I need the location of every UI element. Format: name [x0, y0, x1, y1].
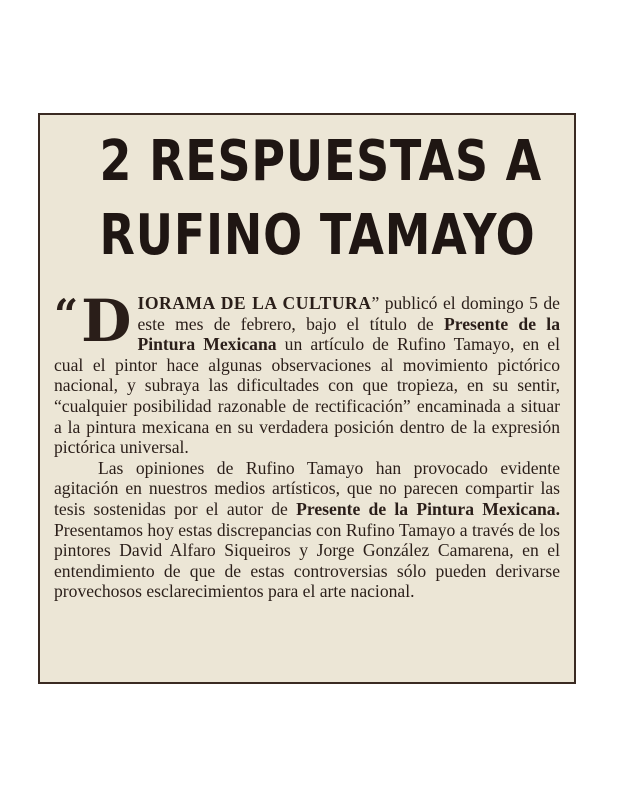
- paragraph-1: [54, 287, 560, 458]
- paragraph-2: [54, 458, 560, 602]
- paragraph-2-text-a: Las opiniones de Rufino Tamayo han provocado evidente agitación en nuestros medios artísticos, que no parecen compartir las tesis sostenidas por el autor de: [54, 457, 560, 519]
- paragraph-2-text-b: Presentamos hoy estas discrepancias con Rufino Tamayo a través de los pintores David Alfaro Siqueiros y Jorge González Camarena, en el entendimiento de que de estas controversias sólo pueden derivarse provechosos esclarecimientos para el arte nacional.: [54, 519, 560, 602]
- article-title-reference: Presente de la Pintura Mexicana: [137, 313, 560, 355]
- paragraph-1-text-a: ” publicó el domingo 5 de este mes de febrero, bajo el título de: [137, 293, 560, 334]
- headline-line-2: RUFINO TAMAYO: [99, 203, 536, 268]
- opening-quote: “: [54, 290, 79, 339]
- drop-cap: D: [81, 287, 132, 355]
- headline-line-1: 2 RESPUESTAS A: [99, 129, 543, 194]
- drop-cap-block: [54, 287, 132, 355]
- newspaper-clipping: [38, 113, 576, 684]
- article-body: [54, 287, 560, 602]
- section-name: IORAMA DE LA CULTURA: [137, 293, 372, 313]
- article-title-reference-2: Presente de la Pintura Mexicana.: [296, 498, 560, 519]
- paragraph-1-text-b: un artículo de Rufino Tamayo, en el cual el pintor hace algunas observaciones al movimiento pictórico nacional, y subraya las dificultades con que tropieza, en su sentir, “cualquier posibilidad razonable de rectificación” encaminada a situar a la pintura mexicana en su verdadera posición dentro de la expresión pictórica universal.: [54, 334, 560, 458]
- headline: [99, 125, 543, 273]
